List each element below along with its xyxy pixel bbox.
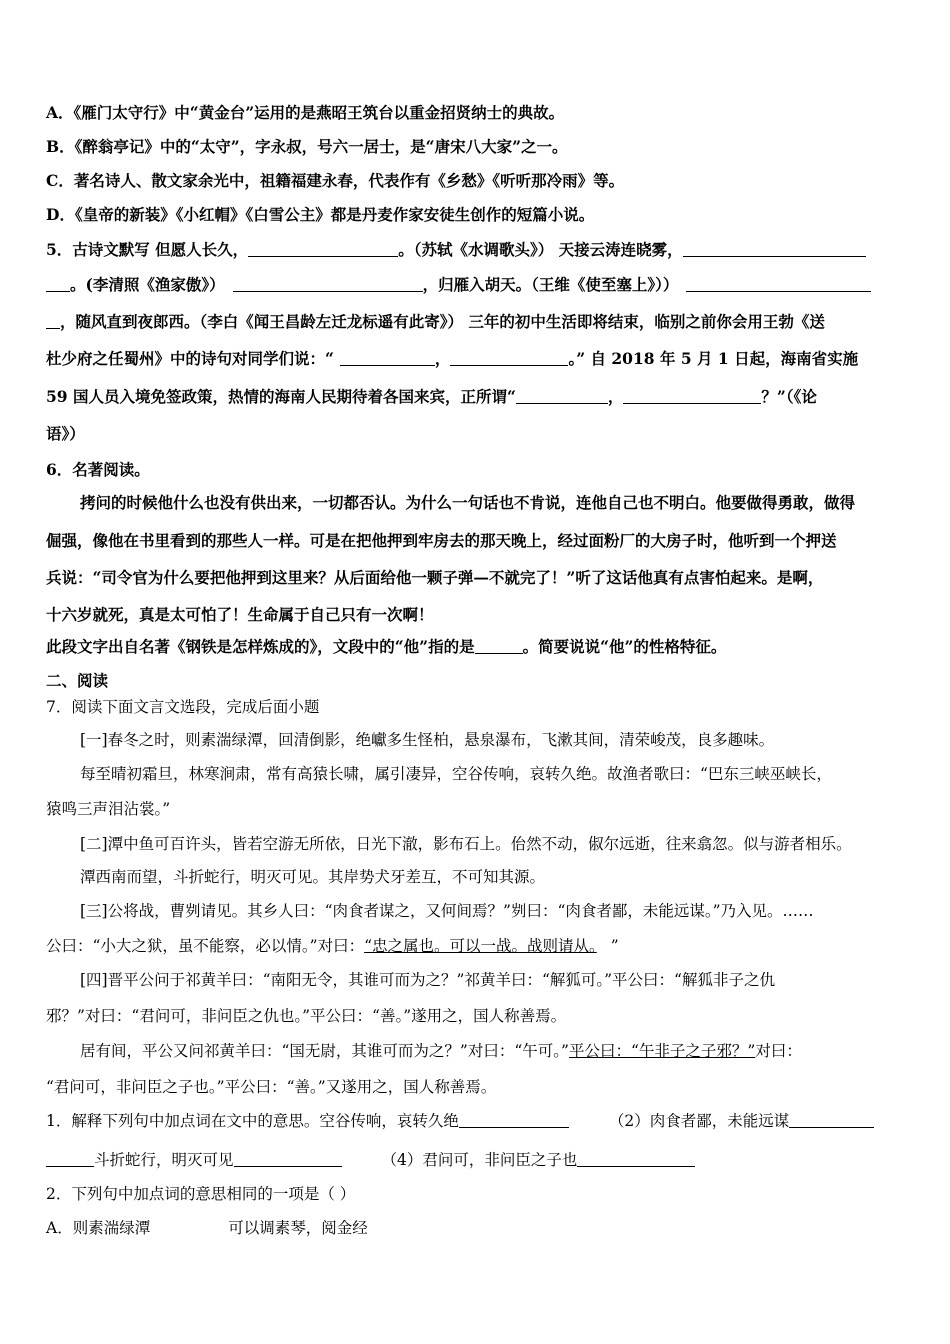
text-segment: 公曰：“小大之狱，虽不能察，必以情。”对曰：: [46, 937, 365, 955]
classical-text-line: [三]公将战，曹刿请见。其乡人曰：“肉食者谋之，又何间焉？”刿曰：“肉食者鄙，未能远谋。”乃入见。……: [80, 902, 814, 920]
q7-title: 7．阅读下面文言文选段，完成后面小题: [46, 698, 320, 716]
subq1-text: 1．解释下列句中加点词在文中的意思。空谷传响，哀转久绝: [46, 1112, 459, 1130]
q6-passage-line: 倔强，像他在书里看到的那些人一样。可是在把他押到牢房去的那天晚上，经过面粉厂的大房子时，他听到一个押送: [46, 531, 837, 550]
classical-text-line: [80, 1041, 906, 1061]
classical-text-line: [二]潭中鱼可百许头，皆若空游无所依，日光下澈，影布石上。佁然不动，俶尔远逝，往来翕忽。似与游者相乐。: [80, 835, 852, 853]
q5-text: 。” 自 2018 年 5 月 1 日起，海南省实施: [568, 349, 859, 368]
answer-blank[interactable]: [475, 637, 523, 654]
subq1-text: （2）肉食者鄙，未能远谋: [608, 1112, 790, 1130]
answer-blank[interactable]: [577, 1150, 695, 1167]
option-d: D．《皇帝的新装》《小红帽》《白雪公主》都是丹麦作家安徒生创作的短篇小说。: [46, 205, 595, 224]
q6-question: [46, 637, 906, 657]
subq2-option-a: [46, 1218, 906, 1238]
option-text: 可以调素琴，阅金经: [228, 1219, 368, 1237]
answer-blank[interactable]: [683, 240, 866, 257]
classical-text-line: [46, 936, 906, 956]
q5-text: ，随风直到夜郎西。（李白《闻王昌龄左迁龙标遥有此寄》） 三年的初中生活即将结束，临别之前你会用王勃《送: [60, 312, 825, 331]
q5-text: ，归雁入胡天。（王维《使至塞上》））: [422, 275, 679, 294]
q5-line-5: [46, 387, 906, 407]
answer-blank[interactable]: [46, 312, 60, 329]
classical-text-line: 每至晴初霜旦，林寒涧肃，常有高猿长啸，属引凄异，空谷传响，哀转久绝。故渔者歌曰：“巴东三峡巫峡长，: [80, 765, 832, 783]
q6-question-text: 此段文字出自名著《钢铁是怎样炼成的》，文段中的“他”指的是: [46, 637, 475, 656]
answer-blank[interactable]: [46, 275, 70, 292]
answer-blank[interactable]: [248, 240, 398, 257]
q5-line-4: [46, 349, 906, 369]
q5-line-3: [46, 312, 906, 332]
underlined-text: “忠之属也。可以一战。战则请从。: [364, 937, 597, 955]
q5-text: 59 国人员入境免签政策，热情的海南人民期待着各国来宾，正所谓“: [46, 387, 516, 406]
subq2-title: 2．下列句中加点词的意思相同的一项是（ ）: [46, 1185, 356, 1203]
text-segment: ”: [610, 937, 619, 955]
text-segment: 对曰：: [755, 1042, 802, 1060]
q6-passage-line: 拷问的时候他什么也没有供出来，一切都否认。为什么一句话也不肯说，连他自己也不明白。他要做得勇敢，做得: [80, 493, 856, 512]
subq1-text: （4）君问可，非问臣之子也: [381, 1151, 578, 1169]
classical-text-line: [一]春冬之时，则素湍绿潭，回清倒影，绝巘多生怪柏，悬泉瀑布，飞漱其间，清荣峻茂，良多趣味。: [80, 731, 775, 749]
option-a: A．《雁门太守行》中“黄金台”运用的是燕昭王筑台以重金招贤纳士的典故。: [46, 103, 565, 122]
text-segment: 居有间，平公又问祁黄羊曰：“国无尉，其谁可而为之？”对曰：“午可。”: [80, 1042, 569, 1060]
classical-text-line: 邪？”对曰：“君问可，非问臣之仇也。”平公曰：“善。”遂用之，国人称善焉。: [46, 1007, 567, 1025]
q6-title: 6．名著阅读。: [46, 460, 150, 479]
classical-text-line: 潭西南而望，斗折蛇行，明灭可见。其岸势犬牙差互，不可知其源。: [80, 868, 546, 886]
answer-blank[interactable]: [516, 387, 608, 404]
classical-text-line: 猿鸣三声泪沾裳。”: [46, 800, 171, 818]
answer-blank[interactable]: [233, 275, 423, 292]
subq1-line-2: [46, 1150, 906, 1170]
classical-text-line: “君问可，非问臣之子也。”平公曰：“善。”又遂用之，国人称善焉。: [46, 1078, 497, 1096]
section-heading: 二、阅读: [46, 671, 109, 690]
q5-text: ？”（《论: [761, 387, 817, 406]
q6-passage-line: 十六岁就死，真是太可怕了！生命属于自己只有一次啊！: [46, 605, 434, 624]
answer-blank[interactable]: [623, 387, 761, 404]
option-c: C．著名诗人、散文家余光中，祖籍福建永春，代表作有《乡愁》《听听那冷雨》等。: [46, 171, 625, 190]
option-b: B．《醉翁亭记》中的“太守”，字永叔，号六一居士，是“唐宋八大家”之一。: [46, 137, 568, 156]
q5-text: 5．古诗文默写 但愿人长久，: [46, 240, 249, 259]
subq1-text: 斗折蛇行，明灭可见: [94, 1151, 234, 1169]
q5-text: 。（苏轼《水调歌头》） 天接云涛连晓雾，: [398, 240, 683, 259]
answer-blank[interactable]: [340, 349, 435, 366]
answer-blank[interactable]: [450, 349, 568, 366]
answer-blank[interactable]: [686, 275, 871, 292]
classical-text-line: [四]晋平公问于祁黄羊曰：“南阳无令，其谁可而为之？”祁黄羊曰：“解狐可。”平公曰：“解狐非子之仇: [80, 971, 775, 989]
q5-text: ，: [607, 387, 624, 406]
answer-blank[interactable]: [234, 1150, 342, 1167]
q5-text: ，: [434, 349, 451, 368]
underlined-text: 平公曰：“午非子之子邪？”: [568, 1042, 756, 1060]
q5-line-1: [46, 240, 906, 260]
q5-text: 杜少府之任蜀州》中的诗句对同学们说：“: [46, 349, 334, 368]
q5-line-2: [46, 275, 906, 295]
option-text: A．则素湍绿潭: [46, 1219, 151, 1237]
q5-line-6: 语》）: [46, 424, 85, 443]
q6-question-text: 。简要说说“他”的性格特征。: [522, 637, 727, 656]
answer-blank[interactable]: [789, 1111, 874, 1128]
subq1-line-1: [46, 1111, 906, 1131]
q6-passage-line: 兵说：“司令官为什么要把他押到这里来？从后面给他一颗子弹—不就完了！”听了这话他真有点害怕起来。是啊，: [46, 568, 824, 587]
answer-blank[interactable]: [46, 1150, 94, 1167]
q5-text: 。(李清照《渔家傲》）: [70, 275, 225, 294]
answer-blank[interactable]: [459, 1111, 569, 1128]
